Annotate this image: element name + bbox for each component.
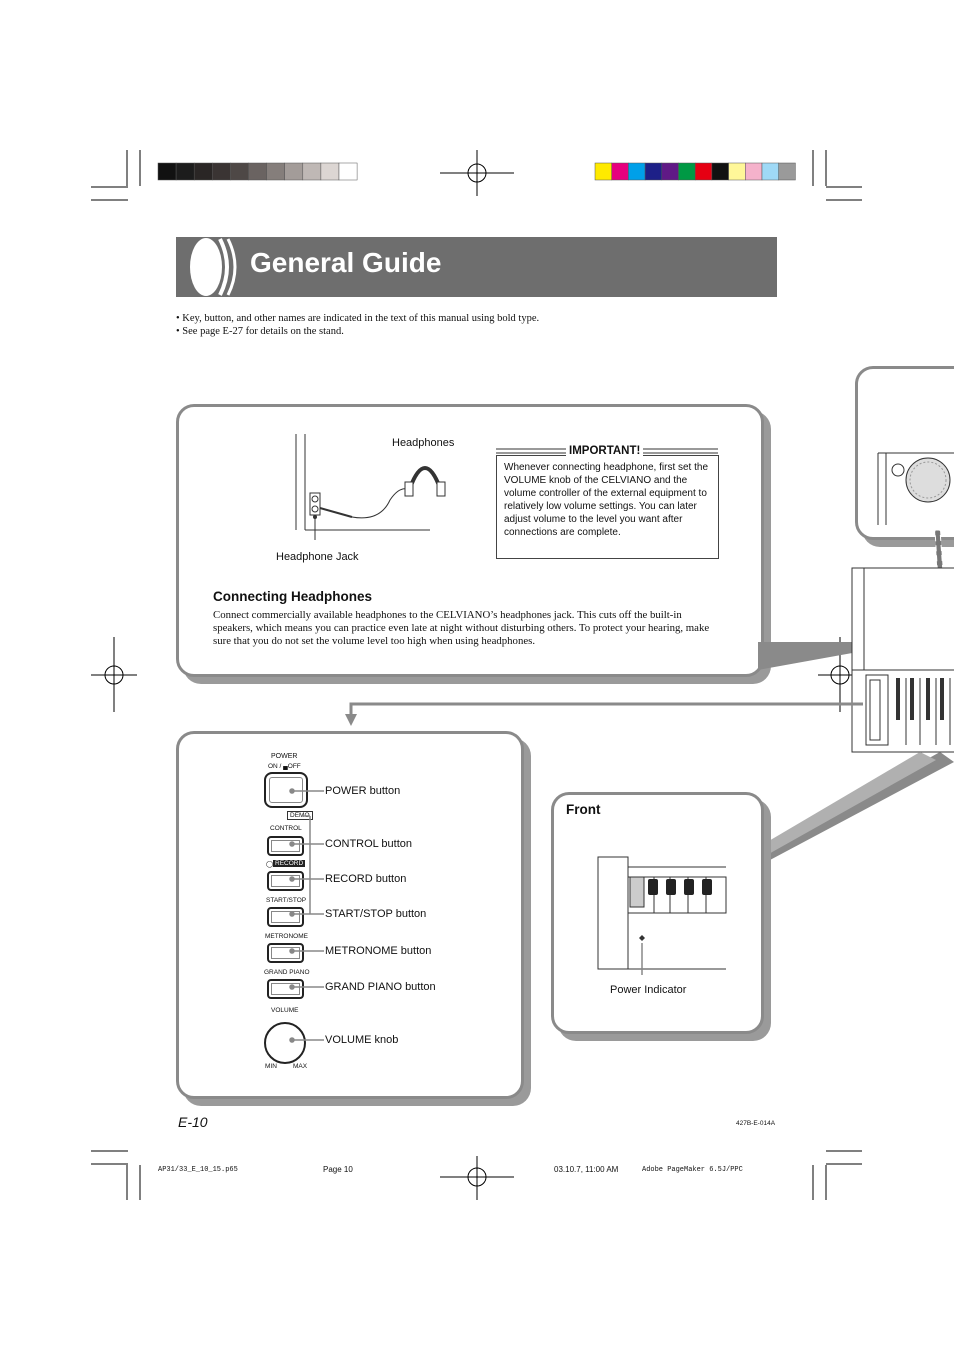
- metronome-button-callout: METRONOME button: [325, 945, 432, 957]
- power-states: ON / ▄OFF: [268, 763, 301, 770]
- color-swatch: [230, 163, 248, 180]
- color-swatch: [645, 163, 662, 180]
- record-button-callout: RECORD button: [325, 873, 407, 885]
- control-title: CONTROL: [270, 825, 302, 832]
- metronome-title: METRONOME: [265, 933, 308, 940]
- speaker-grille-illustration: [870, 445, 954, 535]
- footer-page: Page 10: [323, 1165, 353, 1174]
- registration-target-top: [440, 150, 514, 196]
- volume-knob-callout: VOLUME knob: [325, 1034, 399, 1046]
- color-swatch: [662, 163, 679, 180]
- volume-max: MAX: [293, 1063, 308, 1070]
- color-swatch: [695, 163, 712, 180]
- grand-piano-title: GRAND PIANO: [264, 969, 310, 976]
- intro-bullets: [176, 312, 539, 338]
- important-title: IMPORTANT!: [566, 445, 643, 457]
- color-swatch: [285, 163, 303, 180]
- color-swatch: [158, 163, 176, 180]
- registration-target-bottom: [440, 1156, 514, 1200]
- color-swatch: [628, 163, 645, 180]
- color-swatch: [267, 163, 285, 180]
- footer-file: AP31/33_E_10_15.p65: [158, 1166, 238, 1174]
- footer-app: Adobe PageMaker 6.5J/PPC: [642, 1166, 743, 1174]
- color-swatch: [303, 163, 321, 180]
- doc-code: 427B-E-014A: [736, 1120, 776, 1127]
- control-button-callout: CONTROL button: [325, 838, 413, 850]
- color-swatch: [595, 163, 612, 180]
- footer-date: 03.10.7, 11:00 AM: [554, 1165, 619, 1174]
- registration-target-left: [91, 637, 137, 712]
- control-panel-leader-arrow: [345, 700, 865, 730]
- color-swatch: [612, 163, 629, 180]
- page-title: General Guide: [250, 247, 442, 278]
- color-swatch: [249, 163, 267, 180]
- power-button-callout: POWER button: [325, 785, 401, 797]
- color-swatch: [176, 163, 194, 180]
- front-heading: Front: [566, 802, 601, 817]
- bullet-item: • See page E-27 for details on the stand.: [176, 326, 344, 337]
- headphone-jack-label: Headphone Jack: [276, 551, 359, 563]
- important-text: Whenever connecting headphone, first set the VOLUME knob of the CELVIANO and the volume controller of the external equipment to relatively low volume settings. You can later adjust volume to the level you want after connections are complete.: [504, 462, 709, 538]
- color-swatch: [729, 163, 746, 180]
- connecting-headphones-body: Connect commercially available headphones to the CELVIANO’s headphones jack. This cuts off the built-in speakers, which means you can practice even late at night without disturbing others. To protect your hearing, make sure that you do not set the volume level too high when using headphones.: [213, 609, 710, 647]
- startstop-title: START/STOP: [266, 897, 307, 904]
- record-indicator-icon: ◯: [266, 861, 274, 868]
- bullet-item: • Key, button, and other names are indicated in the text of this manual using bold type.: [176, 313, 540, 324]
- color-swatch: [745, 163, 762, 180]
- color-swatch: [212, 163, 230, 180]
- color-swatch: [339, 163, 357, 180]
- color-swatch: [779, 163, 796, 180]
- demo-tag: DEMO: [287, 811, 313, 820]
- volume-title: VOLUME: [271, 1007, 299, 1014]
- process-color-bar: [595, 163, 795, 180]
- front-piano-illustration: [596, 855, 728, 975]
- record-tag: RECORD: [275, 860, 304, 867]
- color-swatch: [194, 163, 212, 180]
- volume-min: MIN: [265, 1063, 277, 1070]
- gray-color-bar: [158, 163, 357, 180]
- color-swatch: [712, 163, 729, 180]
- color-swatch: [762, 163, 779, 180]
- headphones-label: Headphones: [392, 437, 455, 449]
- startstop-button-callout: START/STOP button: [325, 908, 427, 920]
- power-title: POWER: [271, 753, 298, 760]
- color-swatch: [321, 163, 339, 180]
- color-swatch: [679, 163, 696, 180]
- power-indicator-label: Power Indicator: [610, 984, 687, 996]
- connecting-headphones-heading: Connecting Headphones: [213, 589, 373, 604]
- grand-piano-button-callout: GRAND PIANO button: [325, 981, 436, 993]
- callout-leaders: [280, 780, 325, 1050]
- page-number: E-10: [178, 1114, 208, 1130]
- title-ornament: [176, 237, 246, 297]
